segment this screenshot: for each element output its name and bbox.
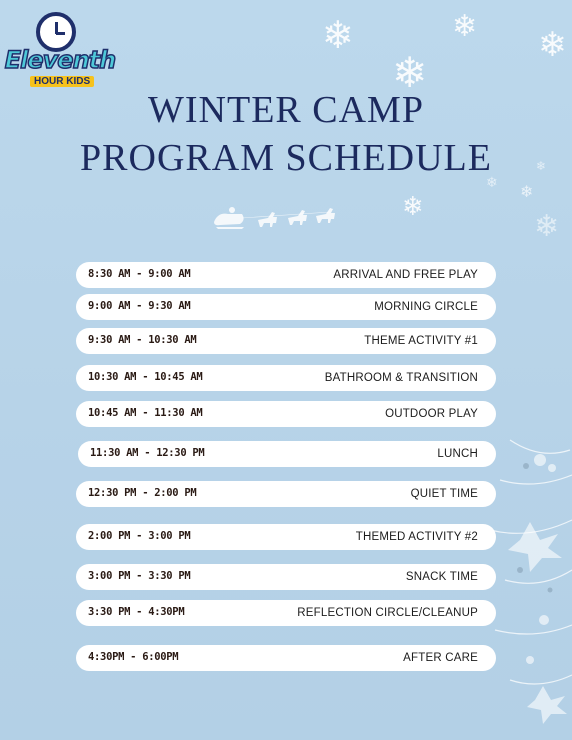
schedule-activity: LUNCH [437,448,478,460]
schedule-time: 10:45 AM - 11:30 AM [88,407,203,419]
schedule-time: 3:30 PM - 4:30PM [88,606,185,618]
schedule-time: 12:30 PM - 2:00 PM [88,487,197,499]
schedule-activity: SNACK TIME [405,571,478,583]
snowflake-icon: ❄ [392,48,428,97]
schedule-time: 8:30 AM - 9:00 AM [88,268,191,280]
schedule-time: 4:30PM - 6:00PM [88,651,179,663]
brand-logo [4,10,116,88]
snowflake-icon: ❄ [402,192,424,222]
brand-name: Eleventh [4,46,116,74]
schedule-activity: BATHROOM & TRANSITION [324,372,478,384]
snowflake-icon: ❄ [322,13,354,57]
schedule-activity: ARRIVAL AND FREE PLAY [333,269,478,281]
schedule-activity: THEME ACTIVITY #1 [364,335,478,347]
page-title-line1: WINTER CAMP [148,89,424,131]
schedule-row [76,645,496,671]
schedule-activity: AFTER CARE [403,652,478,664]
sleigh-reindeer-icon [212,198,342,232]
schedule-activity: QUIET TIME [410,488,478,500]
schedule-row [76,294,496,320]
snowflake-icon: ❄ [486,175,498,191]
schedule-activity: MORNING CIRCLE [374,301,478,313]
snowflake-icon: ❄ [536,159,547,173]
schedule-activity: THEMED ACTIVITY #2 [355,531,478,543]
schedule-row [76,328,496,354]
schedule-row [76,524,496,550]
snowflake-icon: ❄ [452,9,478,44]
schedule-activity: REFLECTION CIRCLE/CLEANUP [297,607,478,619]
schedule-row [76,262,496,288]
schedule-time: 10:30 AM - 10:45 AM [88,371,203,383]
schedule-activity: OUTDOOR PLAY [385,408,478,420]
brand-subname: HOUR KIDS [30,76,94,87]
schedule-time: 2:00 PM - 3:00 PM [88,530,191,542]
schedule-row [76,564,496,590]
page-title-line2: PROGRAM SCHEDULE [80,137,492,179]
schedule-row [76,365,496,391]
schedule-row [76,600,496,626]
schedule-time: 11:30 AM - 12:30 PM [90,447,205,459]
schedule-time: 9:00 AM - 9:30 AM [88,300,191,312]
schedule-row [78,441,496,467]
snowflake-icon: ❄ [534,209,560,244]
schedule-time: 3:00 PM - 3:30 PM [88,570,191,582]
snowflake-icon: ❄ [520,182,534,201]
schedule-row [76,481,496,507]
snowflake-icon: ❄ [538,25,567,65]
schedule-time: 9:30 AM - 10:30 AM [88,334,197,346]
schedule-row [76,401,496,427]
